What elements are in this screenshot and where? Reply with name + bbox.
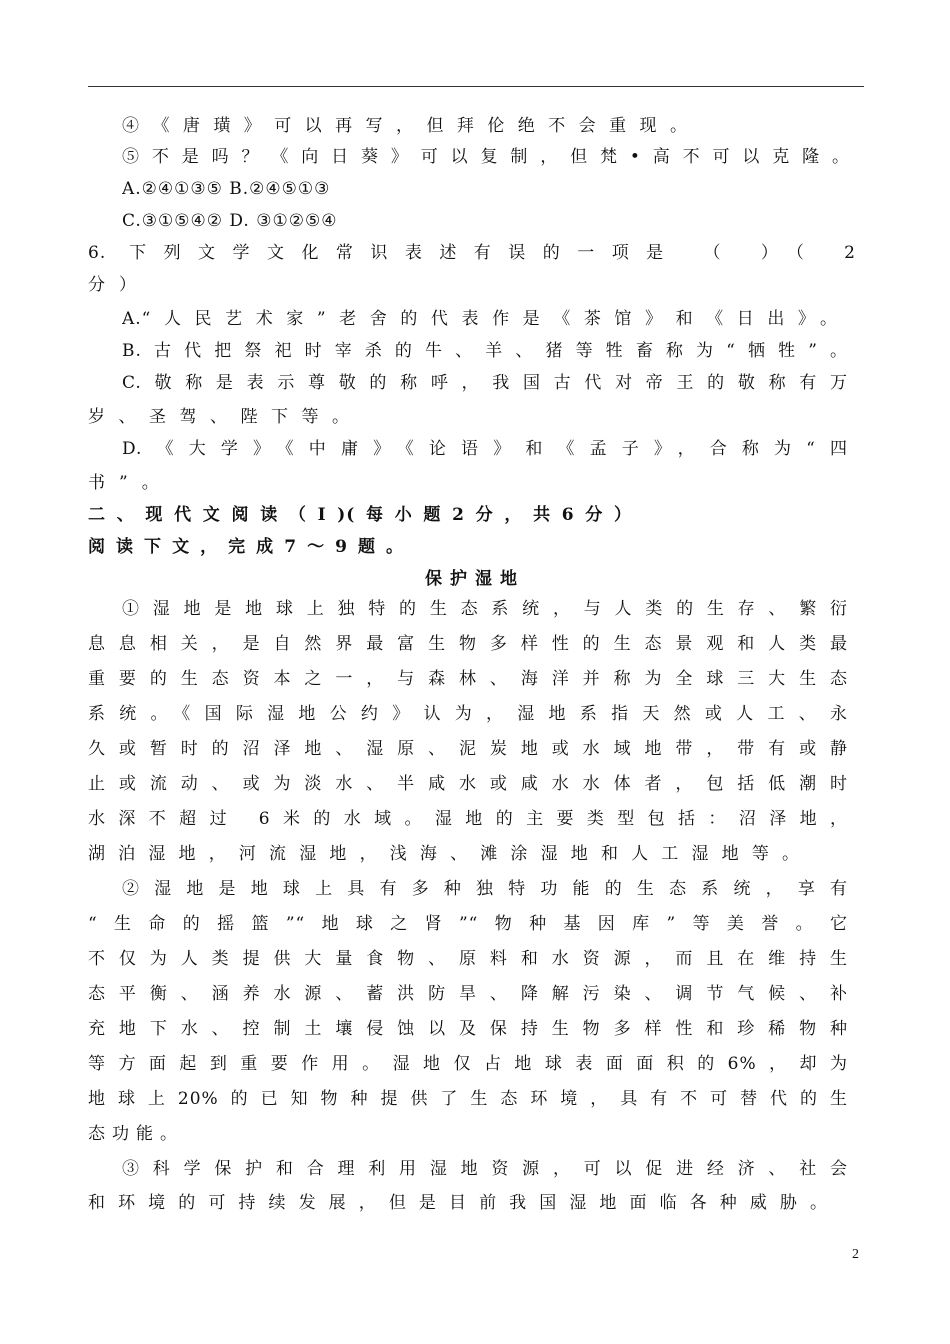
paragraph-line: 息息相关，是自然界最富生物多样性的生态景观和人类最 [88,634,848,654]
paragraph-line: 久或暂时的沼泽地、湿原、泥炭地或水域地带，带有或静 [88,739,848,759]
paragraph-line: 止或流动、或为淡水、半咸水或咸水水体者，包括低潮时 [88,774,848,794]
option-line: C.③①⑤④② D. ③①②⑤④ [122,211,338,231]
header-rule [88,86,864,87]
text-line: 分） [88,275,150,295]
option-line: A.“人民艺术家”老舍的代表作是《茶馆》和《日出》。 [122,309,838,329]
instruction-line: 阅读下文，完成7～9题。 [88,537,404,557]
paragraph-line: 重要的生态资本之一，与森林、海洋并称为全球三大生态 [88,669,848,689]
paragraph-line: 和环境的可持续发展，但是目前我国湿地面临各种威胁。 [88,1193,828,1213]
paragraph-line: ③科学保护和合理利用湿地资源，可以促进经济、社会 [122,1159,848,1179]
text-line: 书”。 [88,473,173,493]
paragraph-line: 等方面起到重要作用。湿地仅占地球表面面积的6%，却为 [88,1054,848,1074]
paragraph-line: 水深不超过 6米的水域。湿地的主要类型包括：沼泽地， [88,809,848,829]
paragraph-line: 态功能。 [88,1124,178,1144]
section-heading: 二、现代文阅读（Ⅰ)(每小题2分，共6分） [88,505,632,525]
paragraph-line: 系统。《国际湿地公约》认为，湿地系指天然或人工、永 [88,704,848,724]
question-line: 6. 下列文学文化常识表述有误的一项是 （ ）（ 2 [88,243,856,263]
option-line: C.敬称是表示尊敬的称呼，我国古代对帝王的敬称有万 [122,373,848,393]
option-line: A.②④①③⑤ B.②④⑤①③ [122,179,331,199]
option-line: D.《大学》《中庸》《论语》和《孟子》，合称为“四 [122,439,848,459]
text-line: 岁、圣驾、陛下等。 [88,407,350,427]
paragraph-line: 地球上20%的已知物种提供了生态环境，具有不可替代的生 [88,1089,848,1109]
paragraph-line: ②湿地是地球上具有多种独特功能的生态系统，享有 [122,879,848,899]
paragraph-line: ①湿地是地球上独特的生态系统，与人类的生存、繁衍 [122,599,848,619]
paragraph-line: “生命的摇篮”“地球之肾”“物种基因库”等美誉。它 [88,914,848,934]
text-line: ④《唐璜》可以再写，但拜伦绝不会重现。 [122,116,688,136]
text-line: ⑤不是吗？《向日葵》可以复制，但梵•高不可以克隆。 [122,147,850,167]
paragraph-line: 态平衡、涵养水源、蓄洪防旱、降解污染、调节气候、补 [88,984,848,1004]
paragraph-line: 湖泊湿地，河流湿地，浅海、滩涂湿地和人工湿地等。 [88,844,800,864]
page-number: 2 [852,1247,859,1262]
paragraph-line: 充地下水、控制土壤侵蚀以及保持生物多样性和珍稀物种 [88,1019,848,1039]
article-title: 保护湿地 [425,569,525,589]
paragraph-line: 不仅为人类提供大量食物、原料和水资源，而且在维持生 [88,949,848,969]
option-line: B.古代把祭祀时宰杀的牛、羊、猪等牲畜称为“牺牲”。 [122,341,848,361]
